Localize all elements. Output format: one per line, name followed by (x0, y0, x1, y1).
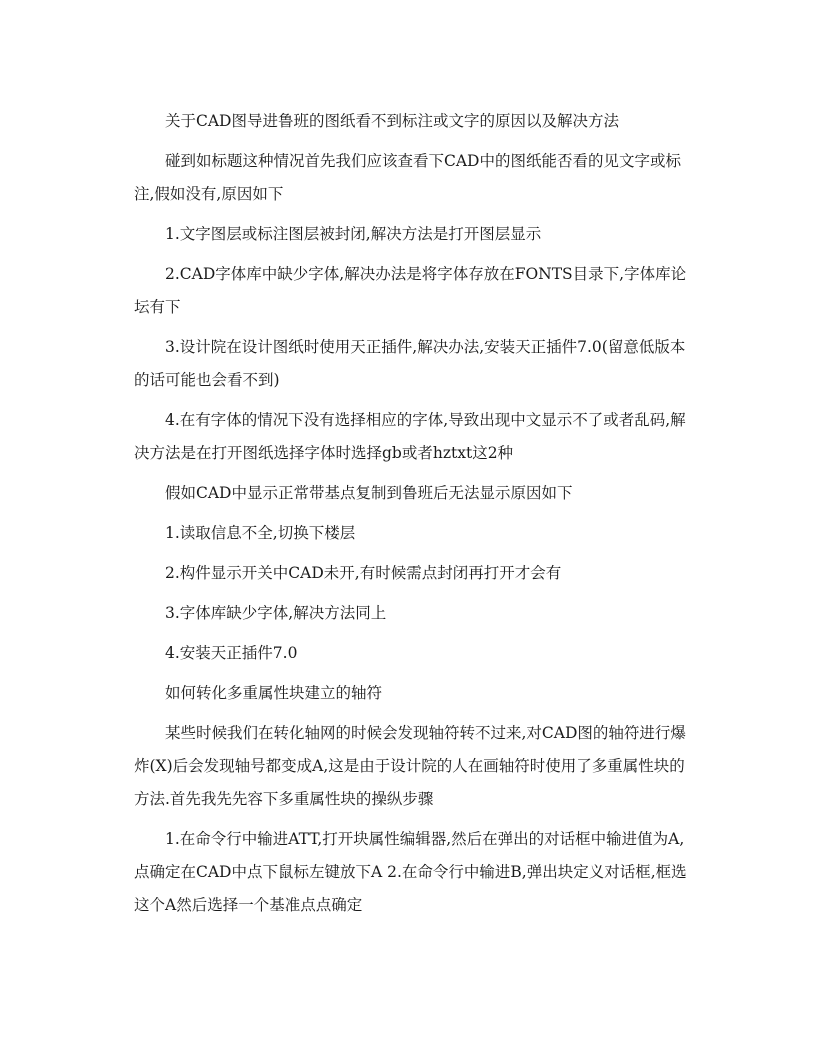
list-item-3: 3.设计院在设计图纸时使用天正插件,解决办法,安装天正插件7.0(留意低版本的话可能也会看不到) (134, 338, 686, 389)
heading-axis-symbol: 如何转化多重属性块建立的轴符 (165, 684, 383, 702)
list-item-1: 1.文字图层或标注图层被封闭,解决方法是打开图层显示 (165, 225, 542, 243)
list-item-4: 4.在有字体的情况下没有选择相应的字体,导致出现中文显示不了或者乱码,解决方法是在打开图纸选择字体时选择gb或者hztxt这2种 (134, 411, 686, 462)
list-item-2: 2.CAD字体库中缺少字体,解决办法是将字体存放在FONTS目录下,字体库论坛有下 (134, 265, 687, 316)
paragraph-intro: 碰到如标题这种情况首先我们应该查看下CAD中的图纸能否看的见文字或标注,假如没有,原因如下 (134, 152, 681, 203)
heading-cad-text-issue: 关于CAD图导进鲁班的图纸看不到标注或文字的原因以及解决方法 (165, 112, 619, 130)
list-item-2b: 2.构件显示开关中CAD未开,有时候需点封闭再打开才会有 (165, 564, 562, 582)
paragraph-copy-issue: 假如CAD中显示正常带基点复制到鲁班后无法显示原因如下 (165, 484, 573, 502)
list-item-4b: 4.安装天正插件7.0 (165, 644, 298, 662)
list-item-3b: 3.字体库缺少字体,解决方法同上 (165, 604, 387, 622)
list-item-1b: 1.读取信息不全,切换下楼层 (165, 524, 356, 542)
list-item-steps: 1.在命令行中输进ATT,打开块属性编辑器,然后在弹出的对话框中输进值为A,点确定在CAD中点下鼠标左键放下A 2.在命令行中输进B,弹出块定义对话框,框选这个A然后选择一个基准点点确定 (134, 830, 687, 914)
document-body (134, 105, 694, 929)
paragraph-axis-explanation: 某些时候我们在转化轴网的时候会发现轴符转不过来,对CAD图的轴符进行爆炸(X)后会发现轴号都变成A,这是由于设计院的人在画轴符时使用了多重属性块的方法.首先我先先容下多重属性块的操纵步骤 (134, 724, 686, 808)
